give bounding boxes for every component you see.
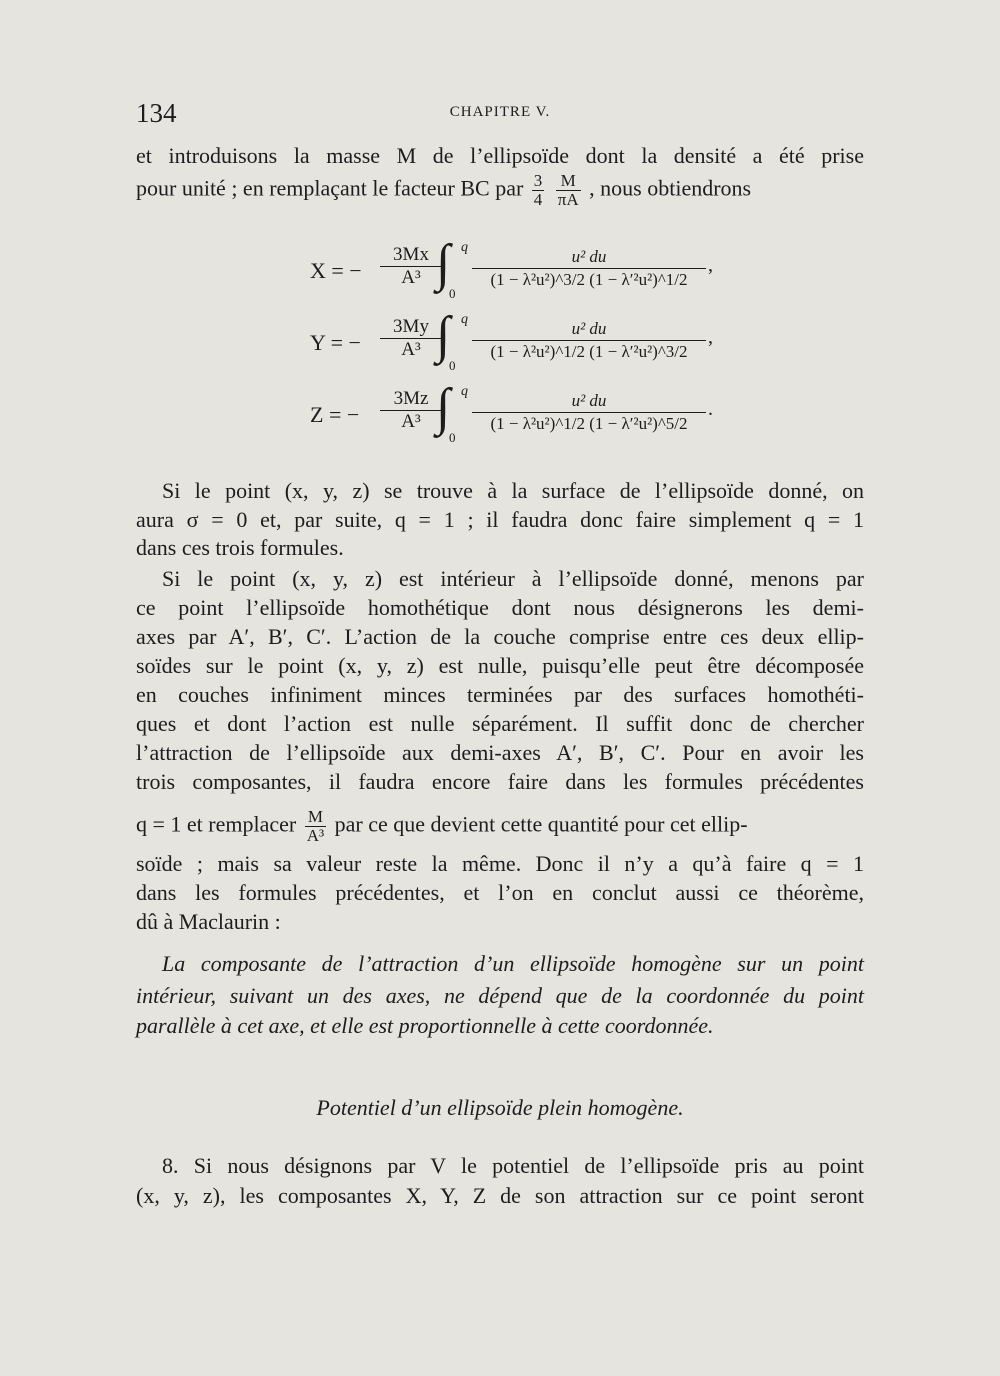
text-fragment: pour unité ; en remplaçant le facteur BC par <box>136 175 524 201</box>
punctuation: , <box>708 326 713 348</box>
text-line: (x, y, z), les composantes X, Y, Z de son attraction sur ce point seront <box>136 1183 864 1208</box>
text-line: ce point l’ellipsoïde homothétique dont nous désignerons les demi- <box>136 595 864 620</box>
integrand <box>472 318 706 363</box>
coefficient-denominator: A³ <box>401 411 421 432</box>
text-line: Si le point (x, y, z) se trouve à la surface de l’ellipsoïde donné, on <box>162 478 864 503</box>
punctuation: . <box>708 398 713 420</box>
text-line: dans les formules précédentes, et l’on en conclut aussi ce théorème, <box>136 880 864 905</box>
equation-coefficient <box>380 316 442 361</box>
text-line: en couches infiniment minces terminées par des surfaces homothéti- <box>136 682 864 707</box>
chapter-title: CHAPITRE V. <box>449 104 551 120</box>
text-line-with-fraction <box>136 808 864 845</box>
integrand-numerator: u² du <box>472 318 706 341</box>
integrand-denominator: (1 − λ²u²)^3/2 (1 − λ′²u²)^1/2 <box>490 270 688 289</box>
text-line-with-fraction <box>136 172 864 209</box>
integrand-numerator: u² du <box>472 390 706 413</box>
fraction-denominator: A³ <box>306 826 325 845</box>
text-fragment: , nous obtiendrons <box>589 175 752 201</box>
theorem-line: intérieur, suivant un des axes, ne dépend que de la coordonnée du point <box>136 983 864 1008</box>
text-line: ques et dont l’action est nulle séparément. Il suffit donc de chercher <box>136 711 864 736</box>
integrand-denominator: (1 − λ²u²)^1/2 (1 − λ′²u²)^3/2 <box>490 342 688 361</box>
theorem-line: La composante de l’attraction d’un ellipsoïde homogène sur un point <box>162 951 864 976</box>
page-number: 134 <box>136 98 177 128</box>
theorem-line: parallèle à cet axe, et elle est proportionnelle à cette coordonnée. <box>136 1013 714 1038</box>
text-line: Si le point (x, y, z) est intérieur à l’ellipsoïde donné, menons par <box>162 566 864 591</box>
coefficient-numerator: 3My <box>380 316 442 339</box>
equation-lhs: Y = − <box>310 330 361 355</box>
punctuation: , <box>708 254 713 276</box>
text-line: trois composantes, il faudra encore faire dans les formules précédentes <box>136 769 864 794</box>
text-line: aura σ = 0 et, par suite, q = 1 ; il faudra donc faire simplement q = 1 <box>136 507 864 532</box>
coefficient-numerator: 3Mx <box>380 244 442 267</box>
text-line: soïde ; mais sa valeur reste la même. Donc il n’y a qu’à faire q = 1 <box>136 851 864 876</box>
fraction-numerator: M <box>305 808 326 827</box>
equation-z <box>136 379 864 450</box>
fraction-numerator: M <box>556 172 581 191</box>
integrand-numerator: u² du <box>472 246 706 269</box>
text-line: l’attraction de l’ellipsoïde aux demi-axes A′, B′, C′. Pour en avoir les <box>136 740 864 765</box>
integrand <box>472 246 706 291</box>
equation-lhs: Z = − <box>310 402 360 427</box>
text-line: dans ces trois formules. <box>136 535 344 560</box>
integral-lower-limit: 0 <box>449 358 456 373</box>
integral-sign: ∫ <box>436 379 451 436</box>
fraction <box>556 172 581 209</box>
equation-x <box>136 235 864 306</box>
integral-sign: ∫ <box>436 235 451 292</box>
coefficient-denominator: A³ <box>401 339 421 360</box>
section-title: Potentiel d’un ellipsoïde plein homogène. <box>316 1095 684 1120</box>
integral-upper-limit: q <box>461 384 468 399</box>
fraction <box>532 172 545 209</box>
text-fragment: q = 1 et remplacer <box>136 811 297 837</box>
fraction-numerator: 3 <box>533 171 543 190</box>
running-header <box>136 98 864 128</box>
integrand-denominator: (1 − λ²u²)^1/2 (1 − λ′²u²)^5/2 <box>490 414 688 433</box>
integral-lower-limit: 0 <box>449 286 456 301</box>
text-line: axes par A′, B′, C′. L’action de la couche comprise entre ces deux ellip- <box>136 624 864 649</box>
fraction <box>305 808 326 845</box>
text-line: soïdes sur le point (x, y, z) est nulle, puisqu’elle peut être décomposée <box>136 653 864 678</box>
equation-coefficient <box>380 244 442 289</box>
integrand <box>472 390 706 435</box>
text-line: 8. Si nous désignons par V le potentiel de l’ellipsoïde pris au point <box>162 1153 864 1178</box>
integral-sign: ∫ <box>436 307 451 364</box>
equation-coefficient <box>380 388 442 433</box>
coefficient-denominator: A³ <box>401 267 421 288</box>
equation-y <box>136 307 864 378</box>
text-fragment: par ce que devient cette quantité pour cet ellip- <box>334 811 748 837</box>
text-line: et introduisons la masse M de l’ellipsoïde dont la densité a été prise <box>136 143 864 168</box>
fraction-denominator: 4 <box>533 190 543 209</box>
text-line: dû à Maclaurin : <box>136 909 281 934</box>
integral-lower-limit: 0 <box>449 430 456 445</box>
fraction-denominator: πA <box>557 190 579 209</box>
coefficient-numerator: 3Mz <box>380 388 442 411</box>
integral-upper-limit: q <box>461 240 468 255</box>
equation-lhs: X = − <box>310 258 362 283</box>
integral-upper-limit: q <box>461 312 468 327</box>
